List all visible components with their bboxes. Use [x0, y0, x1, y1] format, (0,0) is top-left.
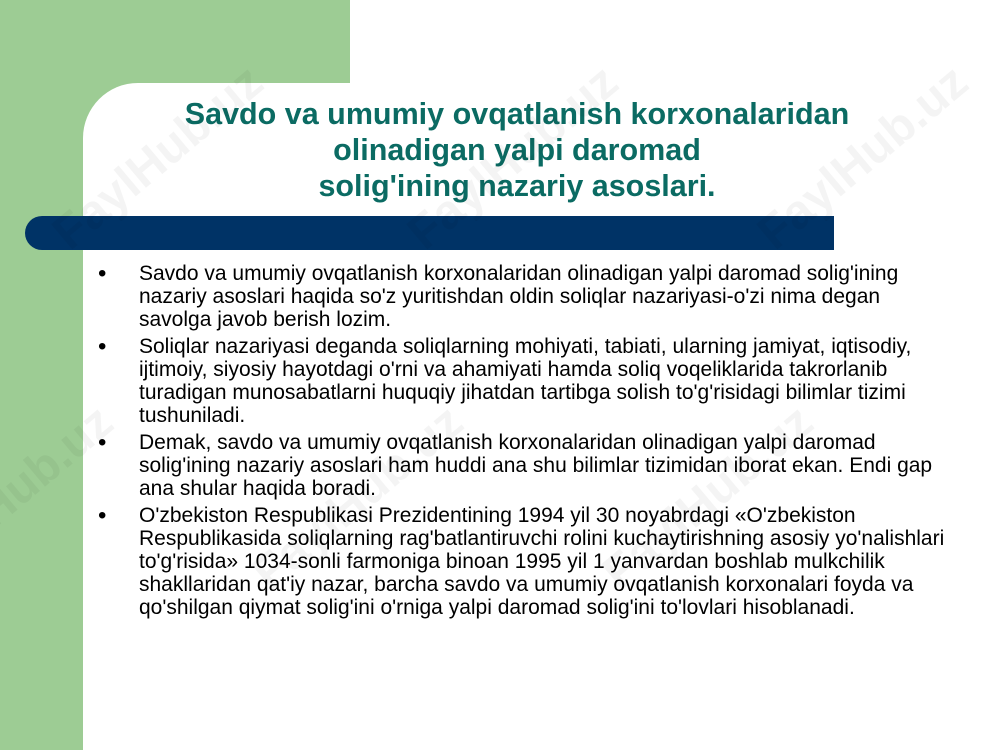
bullet-text: Savdo va umumiy ovqatlanish korxonalaridan olinadigan yalpi daromad solig'ining nazariy asoslari haqida so'z yuritishdan oldin soliqlar nazariyasi-o'zi nima degan savolga javob berish lozim.: [139, 262, 899, 331]
title-line-1: Savdo va umumiy ovqatlanish korxonalaridan: [184, 97, 850, 131]
bullet-text: O'zbekiston Respublikasi Prezidentining 1994 yil 30 noyabrdagi «O'zbekiston Respublikasida soliqlarning rag'batlantiruvchi rolini kuchaytirishning asosiy yo'nalishlari to'g'risida» 1034-sonli farmoniga binoan 1995 yil 1 yanvardan boshlab mulkchilik shakllaridan qat'iy nazar, barcha savdo va umumiy ovqatlanish korxonalari foyda va qo'shilgan qiymat solig'ini o'rniga yalpi daromad solig'ini to'lovlari hisoblanadi.: [139, 504, 945, 619]
title-line-3: solig'ining nazariy asoslari.: [318, 169, 716, 203]
bullet-item: [98, 335, 958, 427]
bullet-text: Soliqlar nazariyasi deganda soliqlarning mohiyati, tabiati, ularning jamiyat, iqtisodiy, ijtimoiy, siyosiy hayotdagi o'rni va ahamiyati hamda soliq voqeliklarida takrorlanib turadigan munosabatlarni huquqiy jihatdan tartibga solish to'g'risidagi bilimlar tizimi tushuniladi.: [139, 335, 912, 427]
bullet-item: [98, 504, 958, 619]
background-green-left: [0, 0, 83, 750]
bullet-dot-icon: •: [98, 260, 107, 287]
bullet-text: Demak, savdo va umumiy ovqatlanish korxonalaridan olinadigan yalpi daromad solig'ining nazariy asoslari ham huddi ana shu bilimlar tizimidan iborat ekan. Endi gap ana shular haqida boradi.: [139, 431, 933, 500]
bullet-dot-icon: •: [98, 333, 107, 360]
title-line-2: olinadigan yalpi daromad: [333, 133, 701, 167]
bullet-list: [98, 262, 958, 623]
slide-title: [100, 96, 934, 204]
bullet-dot-icon: •: [98, 429, 107, 456]
bullet-item: [98, 431, 958, 500]
bullet-dot-icon: •: [98, 502, 107, 529]
title-divider-bar: [25, 216, 834, 250]
bullet-item: [98, 262, 958, 331]
